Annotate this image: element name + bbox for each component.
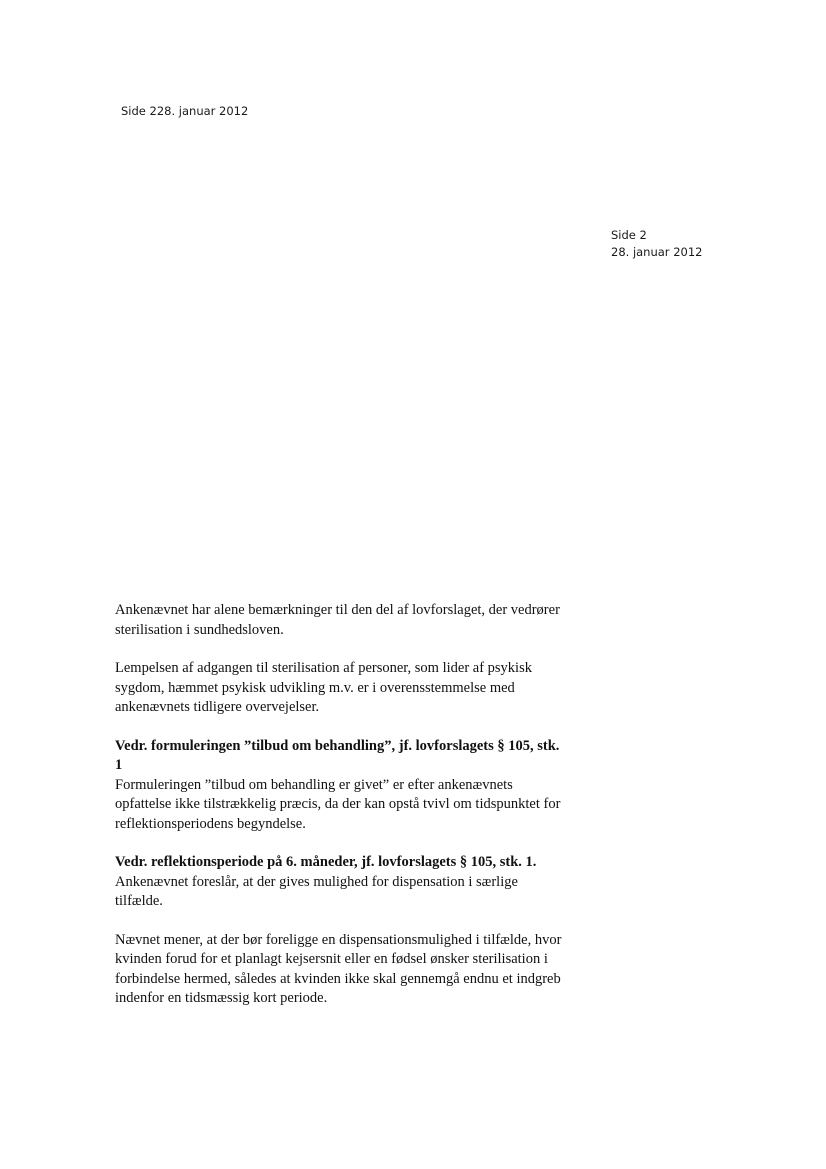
text-line: forbindelse hermed, således at kvinden ikke skal gennemgå endnu et indgreb: [115, 970, 561, 987]
section-heading: Vedr. reflektionsperiode på 6. måneder, jf. lovforslagets § 105, stk. 1.: [115, 854, 537, 870]
section-treatment-offer: [115, 737, 585, 835]
text-line: tilfælde.: [115, 893, 163, 909]
relaxation-paragraph: [115, 659, 585, 718]
date-label: 28. januar 2012: [611, 245, 703, 259]
text-line: Lempelsen af adgangen til sterilisation af personer, som lider af psykisk: [115, 660, 532, 676]
intro-paragraph: [115, 601, 585, 640]
text-line: Ankenævnet foreslår, at der gives mulighed for dispensation i særlige: [115, 873, 518, 890]
header-page-date-line: Side 228. januar 2012: [121, 104, 249, 118]
text-line: sterilisation i sundhedsloven.: [115, 621, 284, 638]
section-heading: Vedr. formuleringen ”tilbud om behandling”, jf. lovforslagets § 105, stk.: [115, 737, 560, 754]
section-reflection-period: [115, 853, 585, 912]
text-line: Nævnet mener, at der bør foreligge en dispensationsmulighed i tilfælde, hvor: [115, 931, 562, 948]
letter-body: [115, 601, 585, 1028]
text-line: reflektionsperiodens begyndelse.: [115, 815, 306, 832]
text-line: Ankenævnet har alene bemærkninger til den del af lovforslaget, der vedrører: [115, 602, 560, 618]
text-line: opfattelse ikke tilstrækkelig præcis, da der kan opstå tvivl om tidspunktet for: [115, 796, 561, 812]
text-line: indenfor en tidsmæssig kort periode.: [115, 990, 328, 1006]
text-line: Formuleringen ”tilbud om behandling er givet” er efter ankenævnets: [115, 776, 513, 793]
text-line: sygdom, hæmmet psykisk udvikling m.v. er i overensstemmelse med: [115, 679, 515, 696]
text-line: ankenævnets tidligere overvejelser.: [115, 699, 320, 715]
section-heading: 1: [115, 757, 123, 773]
header-page-info: [611, 227, 702, 261]
page-number-label: Side 2: [611, 228, 647, 242]
text-line: kvinden forud for et planlagt kejsersnit eller en fødsel ønsker sterilisation i: [115, 951, 548, 967]
dispensation-paragraph: [115, 931, 585, 1009]
